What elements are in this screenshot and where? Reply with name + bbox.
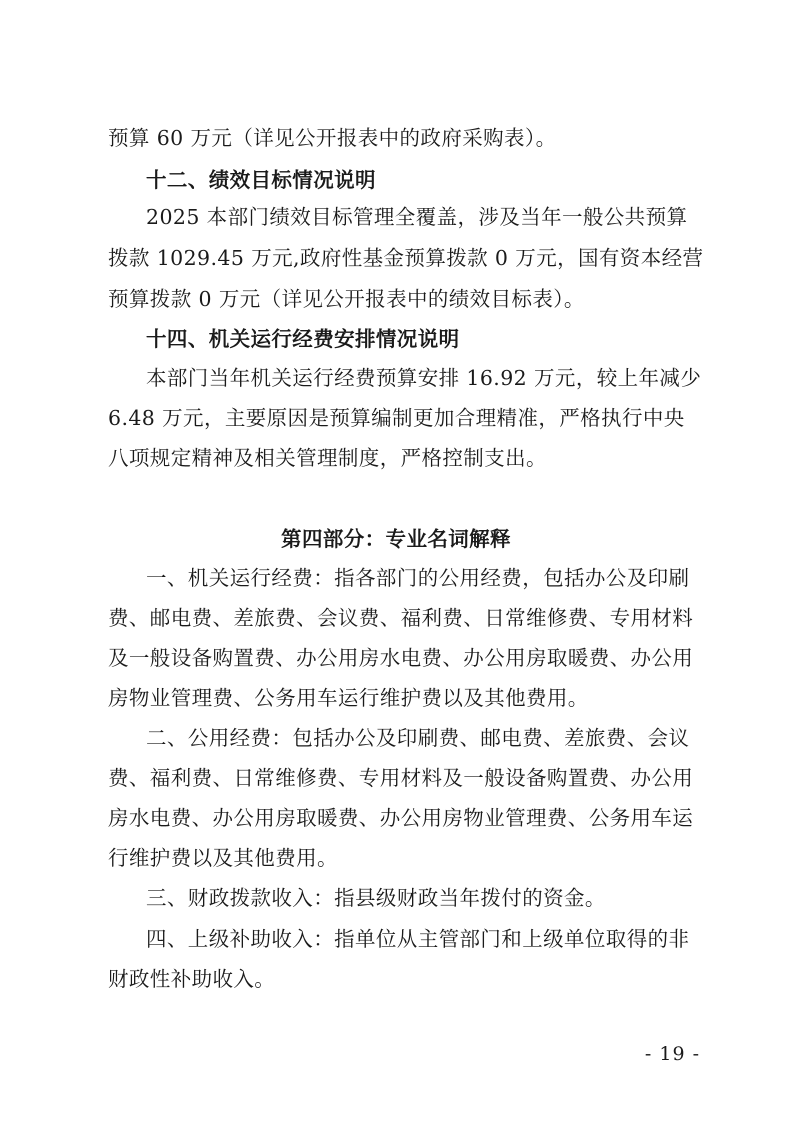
paragraph-line: 三、财政拨款收入：指县级财政当年拨付的资金。 [146, 886, 606, 910]
page-number: - 19 - [644, 1043, 700, 1065]
part-title: 第四部分：专业名词解释 [281, 527, 511, 551]
paragraph-line: 八项规定精神及相关管理制度，严格控制支出。 [108, 446, 547, 470]
paragraph-line: 本部门当年机关运行经费预算安排 16.92 万元，较上年减少 [146, 366, 702, 390]
paragraph-line: 6.48 万元，主要原因是预算编制更加合理精准，严格执行中央 [108, 406, 685, 430]
paragraph-line: 一、机关运行经费：指各部门的公用经费，包括办公及印刷 [146, 566, 690, 590]
section-heading-performance-goals: 十二、绩效目标情况说明 [146, 168, 376, 192]
paragraph-line: 四、上级补助收入：指单位从主管部门和上级单位取得的非 [146, 927, 690, 951]
paragraph-line: 财政性补助收入。 [108, 967, 276, 991]
paragraph-line: 拨款 1029.45 万元,政府性基金预算拨款 0 万元，国有资本经营 [108, 246, 704, 270]
paragraph-line: 2025 本部门绩效目标管理全覆盖，涉及当年一般公共预算 [146, 205, 688, 229]
paragraph-line: 房水电费、办公用房取暖费、办公用房物业管理费、公务用车运 [108, 806, 694, 830]
paragraph-line: 费、邮电费、差旅费、会议费、福利费、日常维修费、专用材料 [108, 606, 694, 630]
section-heading-operating-expenses: 十四、机关运行经费安排情况说明 [146, 327, 460, 351]
paragraph-line: 行维护费以及其他费用。 [108, 846, 338, 870]
paragraph-line: 预算拨款 0 万元（详见公开报表中的绩效目标表）。 [108, 287, 585, 311]
paragraph-line: 房物业管理费、公务用车运行维护费以及其他费用。 [108, 686, 589, 710]
paragraph-line: 预算 60 万元（详见公开报表中的政府采购表）。 [108, 126, 557, 150]
paragraph-line: 费、福利费、日常维修费、专用材料及一般设备购置费、办公用 [108, 766, 694, 790]
paragraph-line: 二、公用经费：包括办公及印刷费、邮电费、差旅费、会议 [146, 726, 690, 750]
paragraph-line: 及一般设备购置费、办公用房水电费、办公用房取暖费、办公用 [108, 646, 694, 670]
